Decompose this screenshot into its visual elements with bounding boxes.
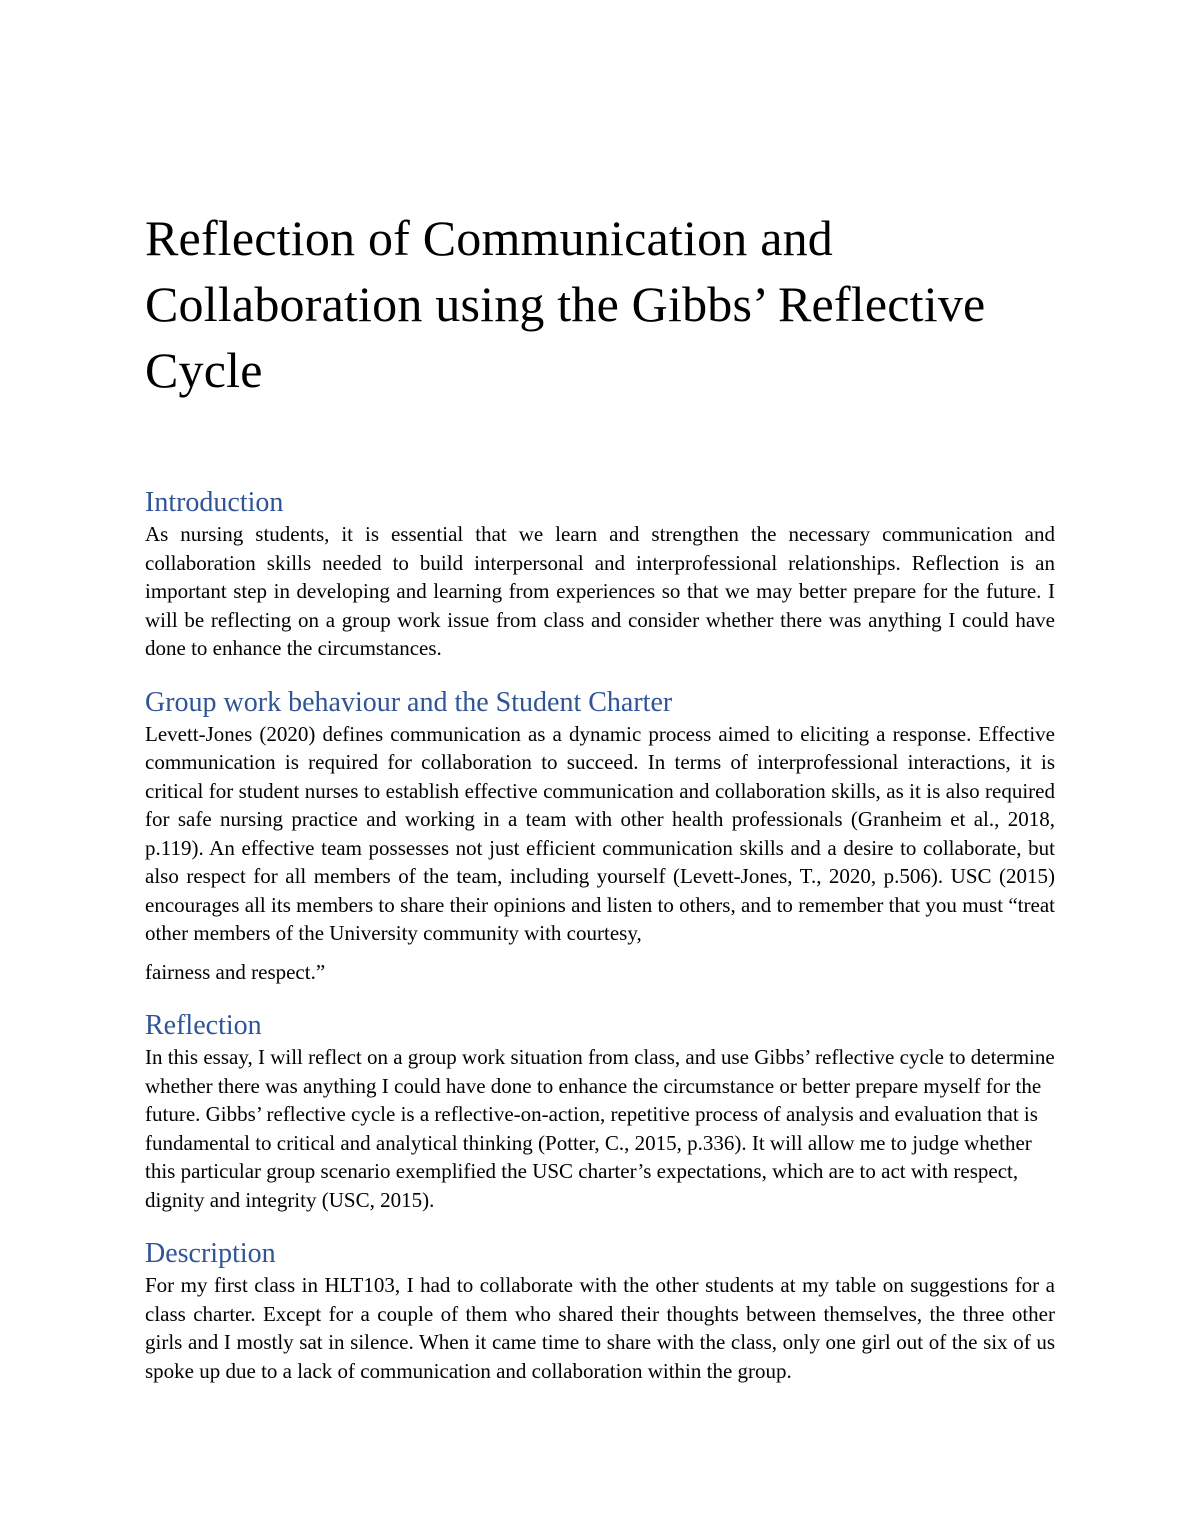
section-heading-description: Description	[145, 1238, 276, 1269]
section-heading-introduction: Introduction	[145, 487, 284, 518]
section-body-group-work-main: Levett-Jones (2020) defines communication as a dynamic process aimed to eliciting a response. Effective communication is required for collaboration to succeed. In terms of interprofessional interactions, it is critical for student nurses to establish effective communication and collaboration skills, as it is also required for safe nursing practice and working in a team with other health professionals (Granheim et al., 2018, p.119). An effective team possesses not just efficient communication skills and a desire to collaborate, but also respect for all members of the team, including yourself (Levett-Jones, T., 2020, p.506). USC (2015) encourages all its members to share their opinions and listen to others, and to remember that you must “treat other members of the University community with courtesy,	[145, 721, 1055, 945]
section-reflection	[145, 1010, 1055, 1214]
section-body-group-work-end: fairness and respect.”	[145, 959, 326, 984]
section-body-introduction: As nursing students, it is essential that we learn and strengthen the necessary communication and collaboration skills needed to build interpersonal and interprofessional relationships. Reflection is an important step in developing and learning from experiences so that we may better prepare for the future. I will be reflecting on a group work issue from class and consider whether there was anything I could have done to enhance the circumstances.	[145, 522, 1055, 660]
section-heading-group-work: Group work behaviour and the Student Charter	[145, 686, 673, 718]
section-body-description: For my first class in HLT103, I had to collaborate with the other students at my table on suggestions for a class charter. Except for a couple of them who shared their thoughts between themselves, the three other girls and I mostly sat in silence. When it came time to share with the class, only one girl out of the six of us spoke up due to a lack of communication and collaboration within the group.	[145, 1273, 1055, 1383]
section-heading-reflection: Reflection	[145, 1010, 262, 1041]
document-title: Reflection of Communication and Collaboration using the Gibbs’ Reflective Cycle	[145, 210, 986, 398]
section-description	[145, 1238, 1055, 1385]
section-group-work	[145, 687, 1055, 987]
section-body-reflection: In this essay, I will reflect on a group work situation from class, and use Gibbs’ reflective cycle to determine whether there was anything I could have done to enhance the circumstance or better prepare myself for the future. Gibbs’ reflective cycle is a reflective-on-action, repetitive process of analysis and evaluation that is fundamental to critical and analytical thinking (Potter, C., 2015, p.336). It will allow me to judge whether this particular group scenario exemplified the USC charter’s expectations, which are to act with respect, dignity and integrity (USC, 2015).	[145, 1045, 1055, 1212]
document-content	[145, 205, 1055, 1409]
section-introduction	[145, 487, 1055, 663]
section-body-group-work	[145, 720, 1055, 987]
